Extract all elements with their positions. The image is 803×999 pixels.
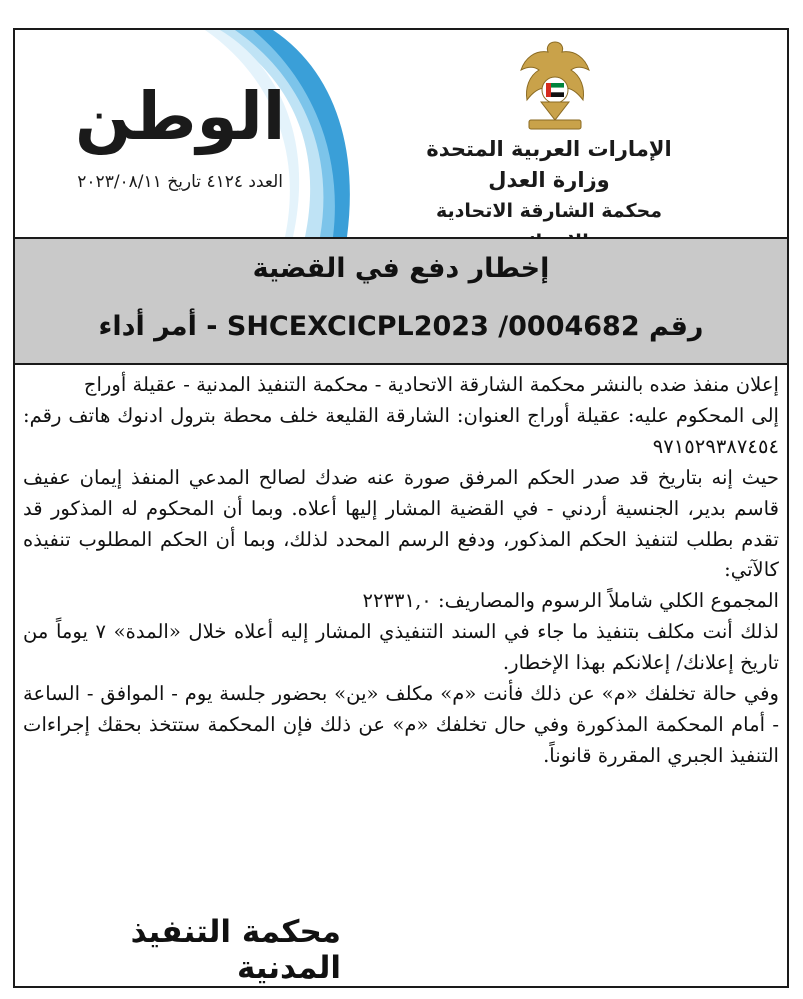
uae-eagle-emblem-icon [515,36,595,134]
ministry-name: وزارة العدل [488,168,610,192]
notice-frame [13,28,789,988]
notice-paragraph: حيث إنه بتاريخ قد صدر الحكم المرفق صورة عنه ضدك لصالح المدعي المنفذ إيمان عفيف قاسم بدير، الجنسية أردني - في القضية المشار إليها أعلاه. وبما أن المحكوم له المذكور قد تقدم بطلب لتنفيذ الحكم المذكور، ودفع الرسم المحدد لذلك، وبما أن الحكم المطلوب تنفيذه كالآتي: [23,465,779,582]
notice-paragraph: لذلك أنت مكلف بتنفيذ ما جاء في السند التنفيذي المشار إليه أعلاه خلال «المدة» ٧ يوماً من تاريخ إعلانك/ إعلانكم بهذا الإخطار. [23,620,779,675]
country-name: الإمارات العربية المتحدة [426,137,672,161]
issue-date-line: العدد ٤١٢٤ تاريخ ٢٠٢٣/٠٨/١١ [77,172,283,192]
case-number: رقم SHCEXCICPL2023 /0004682 - أمر أداء [98,311,704,342]
issuing-court-signature: محكمة التنفيذ المدنية [130,914,341,986]
court-name: محكمة الشارقة الاتحادية [435,200,663,222]
notice-paragraph: إعلان منفذ ضده بالنشر محكمة الشارقة الاتحادية - محكمة التنفيذ المدنية - عقيلة أوراج [83,373,779,396]
notice-paragraph: إلى المحكوم عليه: عقيلة أوراج العنوان: الشارقة القليعة خلف محطة بترول ادنوك هاتف رقم: ٩٧١٥٢٩٣٨٧٤٥٤ [23,403,779,458]
notice-title: إخطار دفع في القضية [252,253,550,284]
notice-header [15,30,787,237]
notice-paragraph: المجموع الكلي شاملاً الرسوم والمصاريف: ٢٢٣٣١,٠ [362,589,779,613]
notice-title-banner [15,237,787,365]
notice-paragraph: وفي حالة تخلفك «م» عن ذلك فأنت «م» مكلف «ين» بحضور جلسة يوم - الموافق - الساعة - أمام المحكمة المذكورة وفي حال تخلفك «م» عن ذلك فإن المحكمة ستتخذ بحقك إجراءات التنفيذ الجبري المقررة قانوناً. [23,682,779,767]
newspaper-logo: الوطن [75,78,286,155]
notice-body [23,370,779,772]
